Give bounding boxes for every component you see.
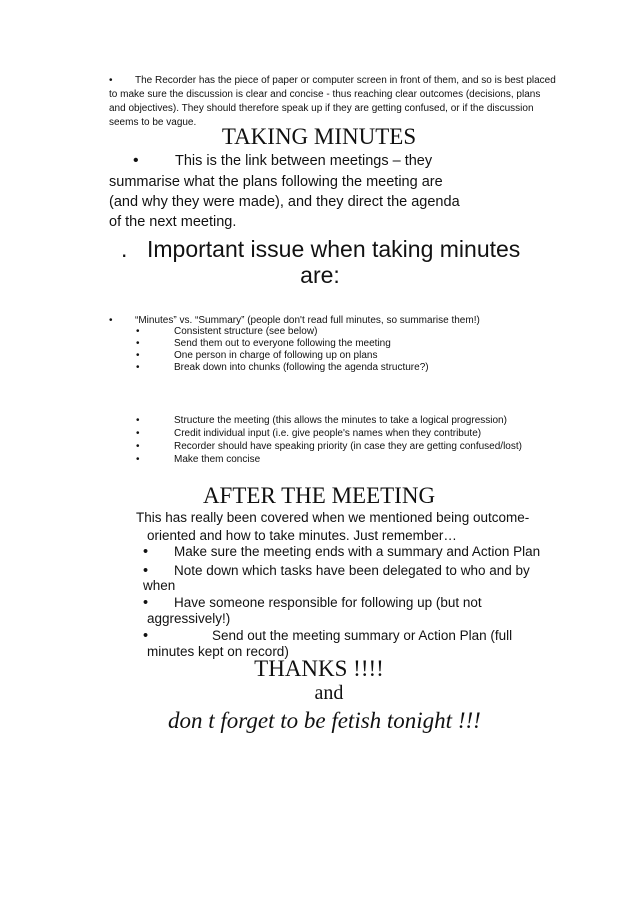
intro-bullet: • [109, 75, 113, 86]
important-line: are: [300, 262, 340, 288]
after-item-line: when [143, 578, 176, 593]
list-item: Break down into chunks (following the agenda structure?) [174, 362, 429, 373]
list-item: Make them concise [174, 454, 261, 465]
taking-minutes-line: summarise what the plans following the meeting are [109, 174, 443, 190]
list-item: One person in charge of following up on plans [174, 350, 378, 361]
list-item: Recorder should have speaking priority (in case they are getting confused/lost) [174, 441, 522, 452]
intro-line: and objectives). They should therefore speak up if they are getting confused, or if the discussion [109, 103, 534, 114]
after-meeting-intro: This has really been covered when we mentioned being outcome- [136, 510, 530, 525]
list-item: Credit individual input (i.e. give people's names when they contribute) [174, 428, 482, 439]
after-bullet: • [143, 544, 149, 560]
after-bullet: • [143, 595, 149, 611]
closing-line: don t forget to be fetish tonight !!! [168, 708, 481, 733]
important-line: Important issue when taking minutes [147, 236, 521, 262]
after-item-line: Have someone responsible for following up (but not [174, 595, 482, 610]
list-bullet: • [109, 315, 113, 326]
intro-line: to make sure the discussion is clear and concise - thus reaching clear outcomes (decisions, plans [109, 89, 541, 100]
after-item-line: aggressively!) [147, 611, 231, 626]
after-item-line: Make sure the meeting ends with a summary and Action Plan [174, 544, 541, 559]
important-marker: . [121, 236, 128, 262]
intro-line: seems to be vague. [109, 117, 197, 128]
list-sub-bullet: • [136, 454, 140, 465]
list-sub-bullet: • [136, 441, 140, 452]
taking-minutes-line: This is the link between meetings – they [175, 153, 433, 169]
after-meeting-heading: AFTER THE MEETING [202, 483, 436, 508]
list-sub-bullet: • [136, 415, 140, 426]
list-sub-bullet: • [136, 350, 140, 361]
after-item-line: Note down which tasks have been delegated to who and by [174, 563, 530, 578]
after-meeting-intro: oriented and how to take minutes. Just remember… [147, 528, 457, 543]
taking-minutes-bullet: • [133, 152, 139, 169]
list-sub-bullet: • [136, 362, 140, 373]
list-sub-bullet: • [136, 428, 140, 439]
taking-minutes-line: (and why they were made), and they direct the agenda [109, 194, 460, 210]
list-sub-bullet: • [136, 326, 140, 337]
list-item: Structure the meeting (this allows the minutes to take a logical progression) [174, 415, 507, 426]
after-item-line: minutes kept on record) [147, 644, 289, 659]
list-item: Consistent structure (see below) [174, 326, 318, 337]
taking-minutes-heading: TAKING MINUTES [221, 124, 417, 149]
intro-line: The Recorder has the piece of paper or computer screen in front of them, and so is best placed [135, 75, 556, 86]
after-bullet: • [143, 563, 149, 579]
list-item: Send them out to everyone following the meeting [174, 338, 391, 349]
after-bullet: • [143, 628, 149, 644]
after-item-line: Send out the meeting summary or Action Plan (full [212, 628, 513, 643]
thanks-heading: THANKS !!!! [254, 656, 384, 681]
and-text: and [314, 682, 344, 704]
taking-minutes-line: of the next meeting. [109, 214, 237, 230]
list-item: “Minutes” vs. “Summary” (people don't read full minutes, so summarise them!) [135, 315, 480, 326]
list-sub-bullet: • [136, 338, 140, 349]
